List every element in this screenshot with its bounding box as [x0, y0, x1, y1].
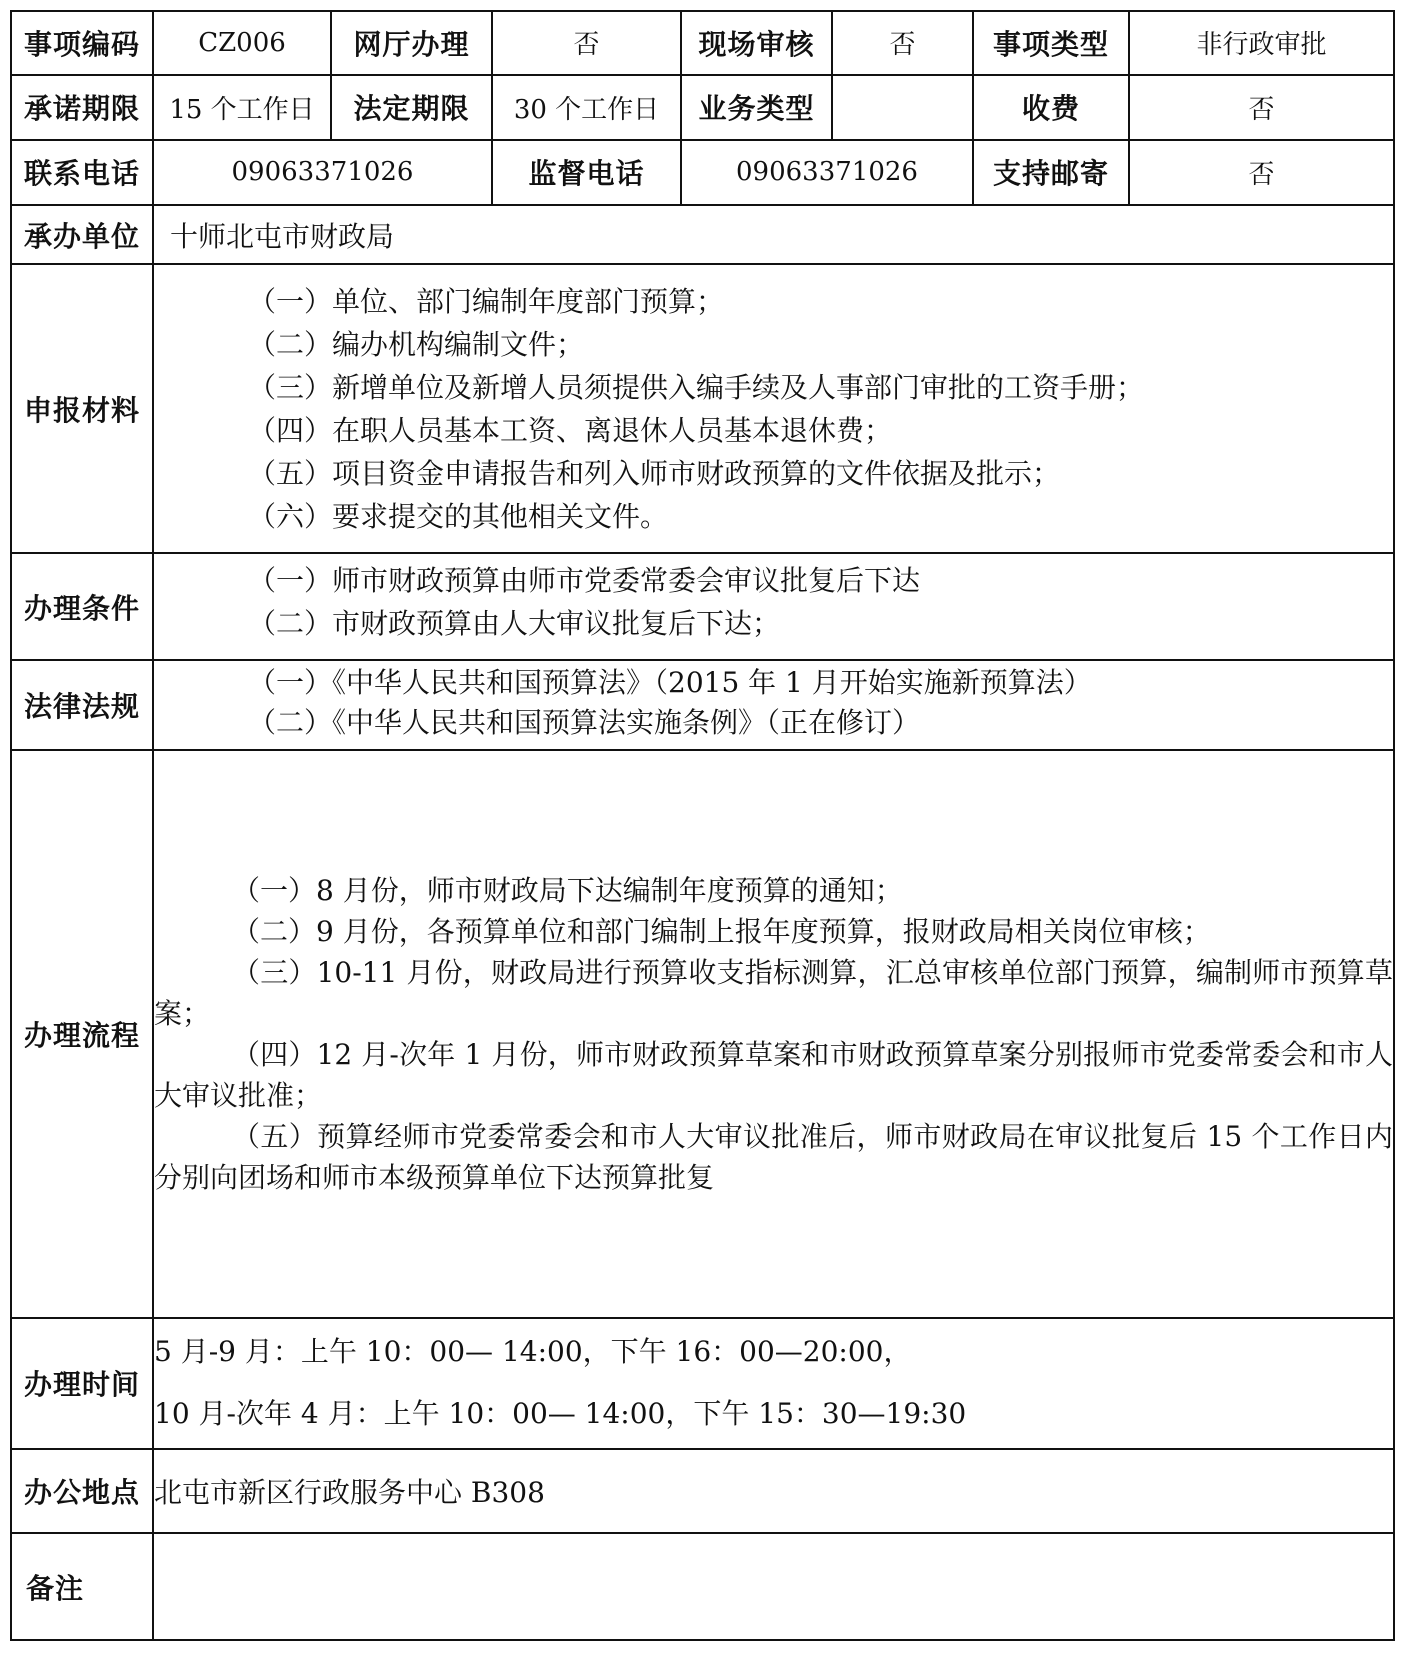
remarks-label: 备注: [11, 1533, 153, 1640]
row-conditions: [11, 553, 1394, 660]
supervise-value: 09063371026: [681, 140, 973, 205]
fee-value: 否: [1129, 75, 1394, 140]
row-deadline: [11, 75, 1394, 140]
row-materials: [11, 264, 1394, 553]
hours-line-summer: 5 月-9 月：上午 10：00— 14:00，下午 16：00—20:00，: [154, 1335, 912, 1369]
row-code: [11, 11, 1394, 75]
row-laws: [11, 660, 1394, 750]
hours-label: 办理时间: [11, 1318, 153, 1450]
row-phone: [11, 140, 1394, 205]
materials-list: [153, 264, 1394, 553]
location-label: 办公地点: [11, 1449, 153, 1533]
materials-item: （六）要求提交的其他相关文件。: [248, 499, 669, 533]
promise-label: 承诺期限: [11, 75, 153, 140]
hours-line-winter: 10 月-次年 4 月：上午 10：00— 14:00，下午 15：30—19:30: [154, 1397, 967, 1431]
conditions-item: （一）师市财政预算由师市党委常委会审议批复后下达: [248, 563, 921, 597]
fee-label: 收费: [973, 75, 1129, 140]
legal-value: 30 个工作日: [492, 75, 681, 140]
laws-label: 法律法规: [11, 660, 153, 750]
materials-item: （三）新增单位及新增人员须提供入编手续及人事部门审批的工资手册；: [248, 370, 1145, 404]
service-item-form: [10, 10, 1395, 1641]
phone-label: 联系电话: [11, 140, 153, 205]
materials-item: （二）编办机构编制文件；: [248, 327, 585, 361]
biz-value: [832, 75, 973, 140]
materials-item: （一）单位、部门编制年度部门预算；: [248, 284, 725, 318]
supervise-label: 监督电话: [492, 140, 681, 205]
process-step: （二）9 月份，各预算单位和部门编制上报年度预算，报财政局相关岗位审核；: [232, 914, 1211, 948]
process-step: （四）12 月-次年 1 月份，师市财政预算草案和市财政预算草案分别报师市党委常委会和市人大审议批准；: [154, 1037, 1393, 1112]
process-step: （一）8 月份，师市财政局下达编制年度预算的通知；: [232, 873, 903, 907]
row-remarks: [11, 1533, 1394, 1640]
promise-value: 15 个工作日: [153, 75, 331, 140]
row-unit: [11, 205, 1394, 265]
code-value: CZ006: [153, 11, 331, 75]
laws-item: （一）《中华人民共和国预算法》（2015 年 1 月开始实施新预算法）: [248, 666, 1092, 700]
remarks-value: [153, 1533, 1394, 1640]
legal-label: 法定期限: [331, 75, 492, 140]
conditions-label: 办理条件: [11, 553, 153, 660]
conditions-list: [153, 553, 1394, 660]
process-step: （五）预算经师市党委常委会和市人大审议批准后，师市财政局在审议批复后 15 个工作日内分别向团场和师市本级预算单位下达预算批复: [154, 1119, 1393, 1194]
type-value: 非行政审批: [1129, 11, 1394, 75]
type-label: 事项类型: [973, 11, 1129, 75]
laws-item: （二）《中华人民共和国预算法实施条例》（正在修订）: [248, 706, 921, 740]
phone-value: 09063371026: [153, 140, 492, 205]
process-step: （三）10-11 月份，财政局进行预算收支指标测算，汇总审核单位部门预算，编制师市预算草案；: [154, 955, 1393, 1030]
materials-label: 申报材料: [11, 264, 153, 553]
row-hours: [11, 1318, 1394, 1450]
row-location: [11, 1449, 1394, 1533]
conditions-item: （二）市财政预算由人大审议批复后下达；: [248, 606, 781, 640]
materials-item: （四）在职人员基本工资、离退休人员基本退休费；: [248, 413, 893, 447]
online-label: 网厅办理: [331, 11, 492, 75]
onsite-label: 现场审核: [681, 11, 832, 75]
online-value: 否: [492, 11, 681, 75]
materials-item: （五）项目资金申请报告和列入师市财政预算的文件依据及批示；: [248, 456, 1061, 490]
location-value: 北屯市新区行政服务中心 B308: [153, 1449, 1394, 1533]
mail-value: 否: [1129, 140, 1394, 205]
laws-list: [153, 660, 1394, 750]
row-process: [11, 750, 1394, 1317]
unit-label: 承办单位: [11, 205, 153, 265]
process-list: [153, 750, 1394, 1317]
biz-label: 业务类型: [681, 75, 832, 140]
hours-value: [153, 1318, 1394, 1450]
mail-label: 支持邮寄: [973, 140, 1129, 205]
process-label: 办理流程: [11, 750, 153, 1317]
unit-value: 十师北屯市财政局: [153, 205, 1394, 265]
code-label: 事项编码: [11, 11, 153, 75]
onsite-value: 否: [832, 11, 973, 75]
